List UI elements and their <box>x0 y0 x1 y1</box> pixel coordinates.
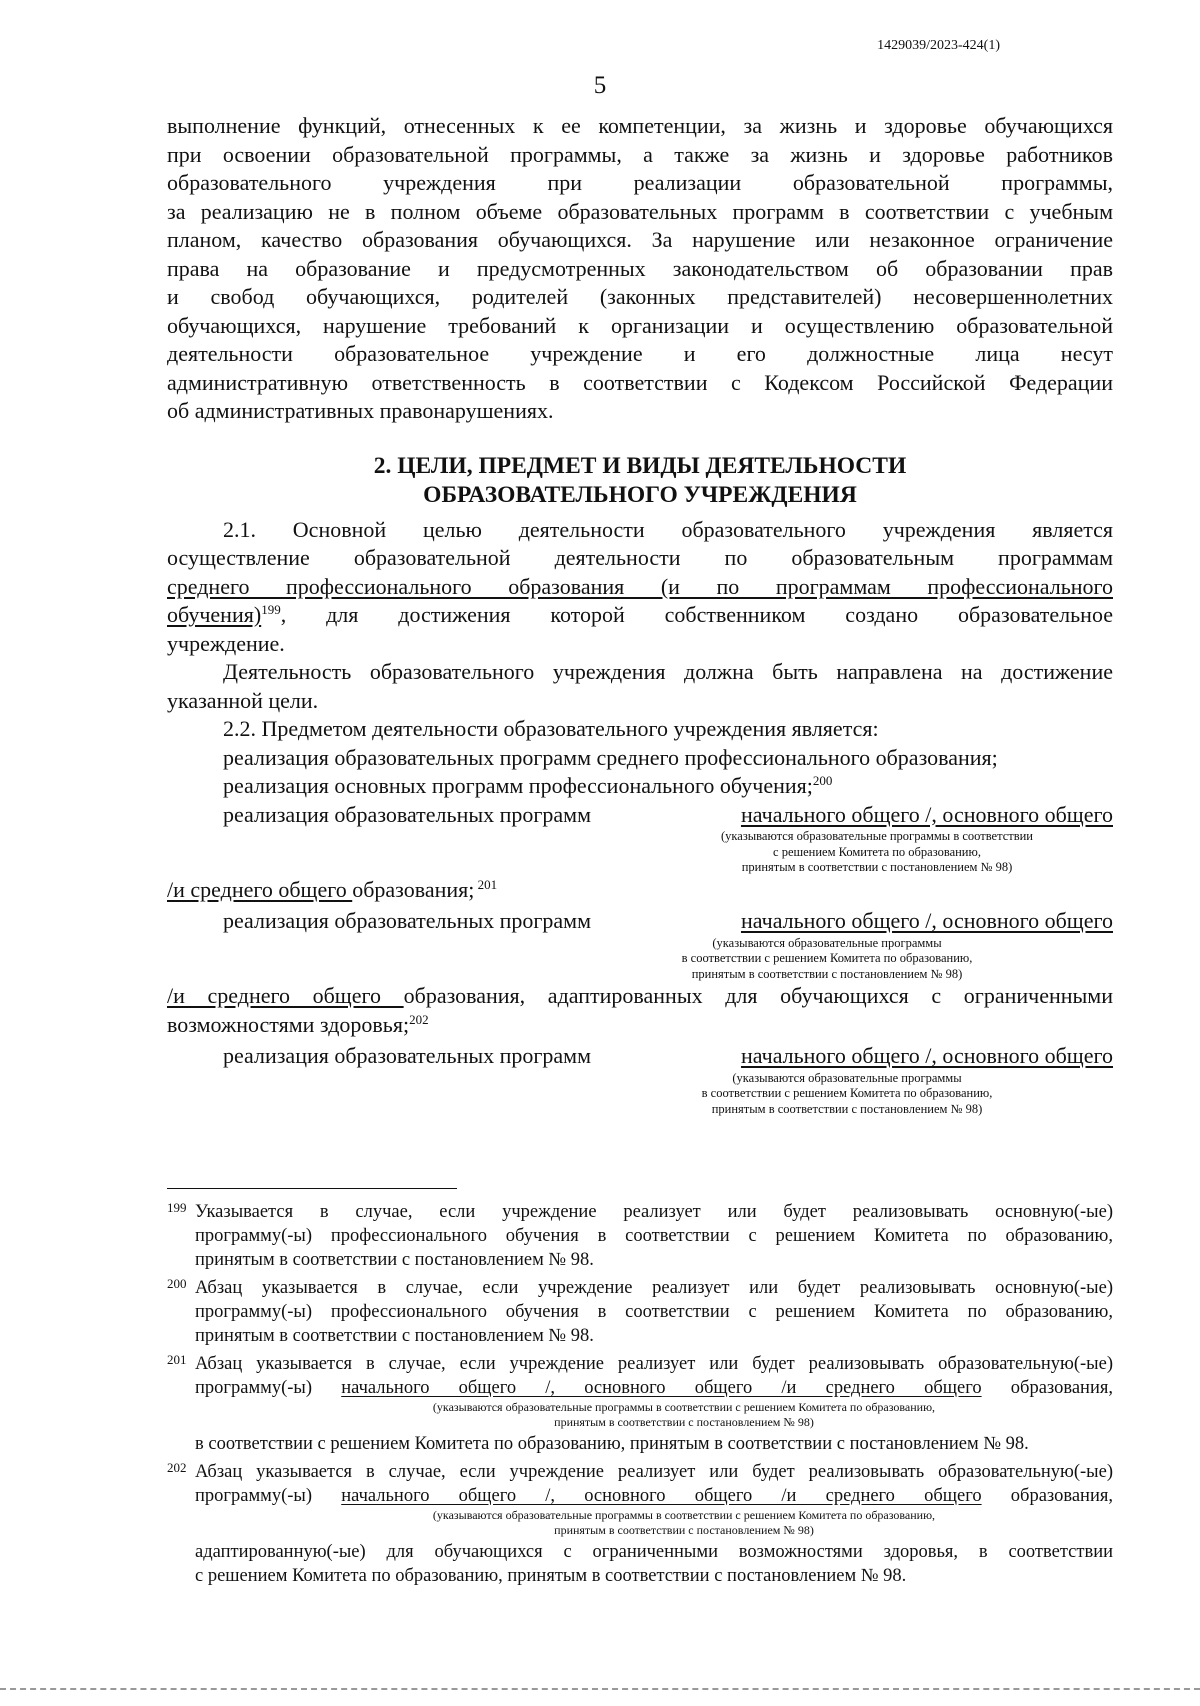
note-line: с решением Комитета по образованию, <box>773 844 981 859</box>
footnote-line: программу(-ы) профессионального обучения в соответствии с решением Комитета по образованию, <box>195 1226 1113 1246</box>
note-line: в соответствии с решением Комитета по образованию, <box>681 951 973 965</box>
text-line: планом, качество образования обучающихся. За нарушение или незаконное ограничение <box>167 227 1113 252</box>
footnote-199 <box>167 1200 1113 1272</box>
program-note <box>607 936 1047 983</box>
section-heading <box>167 452 1113 510</box>
text-line <box>167 907 1113 936</box>
program-note <box>657 829 1097 876</box>
underlined-text: начального общего /, основного общего <box>740 908 1113 933</box>
underlined-text: начального общего /, основного общего <box>740 1043 1113 1068</box>
text-line <box>167 982 1113 1011</box>
text-span: программу(-ы) <box>195 1486 342 1506</box>
text-span: образования, адаптированных для обучающихся с ограниченными <box>403 983 1113 1008</box>
text-line: указанной цели. <box>167 687 319 713</box>
text-line: осуществление образовательной деятельности по образовательным программам <box>167 545 1113 570</box>
note-line: (указываются образовательные программы в соответствии с решением Комитета по образованию, <box>432 1400 936 1414</box>
footnote-200 <box>167 1276 1113 1348</box>
footnote-separator <box>167 1188 457 1189</box>
text-line <box>167 601 1113 630</box>
footnote-line <box>195 1484 1113 1508</box>
underlined-text: обучения) <box>167 602 262 627</box>
note-line: (указываются образовательные программы <box>732 1070 962 1085</box>
text-line: права на образование и предусмотренных законодательством об образовании прав <box>167 255 1113 281</box>
text-line: 2.1. Основной целью деятельности образовательного учреждения является <box>223 516 1113 542</box>
footnote-line: Абзац указывается в случае, если учреждение реализует или будет реализовывать образовательную(-ые) <box>195 1354 1113 1374</box>
text-line <box>167 1042 1113 1071</box>
text-line: деятельности образовательное учреждение и его должностные лица несут <box>167 341 1113 366</box>
text-span: образования, <box>981 1486 1113 1506</box>
underlined-text: начального общего /, основного общего /и среднего общего <box>341 1486 982 1506</box>
footnote-ref-200[interactable]: 200 <box>812 773 833 788</box>
text-line: административную ответственность в соответствии с Кодексом Российской Федерации <box>167 369 1113 395</box>
footnote-line: Абзац указывается в случае, если учреждение реализует или будет реализовывать образовательную(-ые) <box>195 1462 1113 1482</box>
footnote-number: 201 <box>167 1352 187 1367</box>
program-note <box>627 1071 1067 1118</box>
footnote-ref-199[interactable]: 199 <box>261 602 281 617</box>
text-line <box>167 573 1113 602</box>
underlined-text: начального общего /, основного общего /и среднего общего <box>341 1378 982 1398</box>
scan-edge-line <box>0 1688 1200 1690</box>
text-line: реализация образовательных программ среднего профессионального образования; <box>223 744 998 770</box>
intro-paragraph <box>167 112 1113 426</box>
paragraph-2-2 <box>167 715 1113 801</box>
footnote-line <box>195 1376 1113 1400</box>
text-line: и свобод обучающихся, родителей (законных представителей) несовершеннолетних <box>167 284 1113 309</box>
text-line <box>167 772 1113 801</box>
text-line: об административных правонарушениях. <box>167 398 554 423</box>
footnote-line: принятым в соответствии с постановлением № 98. <box>195 1326 594 1346</box>
underlined-text: /и среднего общего <box>167 983 404 1008</box>
note-line: в соответствии с решением Комитета по образованию, <box>701 1086 993 1100</box>
footnote-line: Указывается в случае, если учреждение реализует или будет реализовывать основную(-ые) <box>195 1202 1113 1222</box>
paragraph-2-1 <box>167 516 1113 659</box>
text-span: образования, <box>981 1378 1113 1398</box>
footnote-ref-202[interactable]: 202 <box>409 1011 429 1027</box>
footnote-number: 199 <box>167 1200 187 1215</box>
note-line: принятым в соответствии с постановлением № 98) <box>711 1101 983 1116</box>
underlined-text: среднего профессионального образования (и по программам профессионального <box>167 573 1113 599</box>
section-heading-line2: ОБРАЗОВАТЕЛЬНОГО УЧРЕЖДЕНИЯ <box>423 481 857 508</box>
footnote-note <box>255 1508 1113 1538</box>
footnote-201 <box>167 1352 1113 1456</box>
text-span: реализация образовательных программ <box>223 1043 592 1068</box>
text-line: учреждение. <box>167 630 285 656</box>
text-span: реализация образовательных программ <box>223 908 592 933</box>
footnote-line: принятым в соответствии с постановлением № 98. <box>195 1250 594 1270</box>
footnote-line: программу(-ы) профессионального обучения в соответствии с решением Комитета по образованию, <box>195 1302 1113 1322</box>
footnote-line: в соответствии с решением Комитета по образованию, принятым в соответствии с постановлением № 98. <box>195 1434 1029 1454</box>
footnote-number: 202 <box>167 1460 187 1475</box>
note-line: принятым в соответствии с постановлением № 98) <box>554 1523 814 1537</box>
note-line: принятым в соответствии с постановлением № 98) <box>554 1415 814 1429</box>
text-line: при освоении образовательной программы, а также за жизнь и здоровье работников <box>167 141 1113 167</box>
document-number: 1429039/2023-424(1) <box>877 38 1000 53</box>
main-text <box>167 112 1113 1117</box>
list-item-1 <box>167 801 1113 905</box>
footnote-ref-201[interactable]: 201 <box>474 876 498 892</box>
note-line: (указываются образовательные программы в соответствии с решением Комитета по образованию, <box>432 1508 936 1522</box>
text-span: реализация образовательных программ <box>223 801 592 827</box>
text-line <box>167 801 1113 830</box>
text-span: реализация основных программ профессионального обучения; <box>223 773 813 798</box>
underlined-text: начального общего /, основного общего <box>740 801 1113 827</box>
text-line: обучающихся, нарушение требований к организации и осуществлению образовательной <box>167 312 1113 338</box>
note-line: (указываются образовательные программы в соответствии <box>721 829 1033 843</box>
text-span: , для достижения которой собственником создано образовательное <box>280 602 1113 627</box>
text-line: образовательного учреждения при реализации образовательной программы, <box>167 170 1113 195</box>
paragraph-2-1-b <box>167 658 1113 715</box>
text-line <box>167 1011 1113 1040</box>
footnote-number: 200 <box>167 1276 187 1291</box>
text-line: Деятельность образовательного учреждения должна быть направлена на достижение <box>223 659 1113 684</box>
footnote-line: адаптированную(-ые) для обучающихся с ограниченными возможностями здоровья, в соответствии <box>195 1542 1113 1562</box>
footnote-line: Абзац указывается в случае, если учреждение реализует или будет реализовывать основную(-ые) <box>195 1278 1113 1298</box>
footnote-line: с решением Комитета по образованию, принятым в соответствии с постановлением № 98. <box>195 1566 907 1586</box>
underlined-text: /и среднего общего <box>167 876 353 902</box>
text-line <box>167 876 1113 905</box>
text-line: выполнение функций, отнесенных к ее компетенции, за жизнь и здоровье обучающихся <box>167 113 1113 138</box>
footnote-202 <box>167 1460 1113 1588</box>
footnote-note <box>255 1400 1113 1430</box>
list-item-3 <box>167 1042 1113 1117</box>
page-number: 5 <box>593 72 607 99</box>
text-span: образования; <box>352 876 475 902</box>
text-line: 2.2. Предметом деятельности образовательного учреждения является: <box>223 716 879 741</box>
note-line: принятым в соответствии с постановлением № 98) <box>741 860 1013 874</box>
text-line: за реализацию не в полном объеме образовательных программ в соответствии с учебным <box>167 198 1113 224</box>
text-span: возможностями здоровья; <box>167 1011 410 1037</box>
note-line: (указываются образовательные программы <box>712 935 942 950</box>
note-line: принятым в соответствии с постановлением № 98) <box>691 966 963 981</box>
list-item-2 <box>167 907 1113 1039</box>
footnotes <box>167 1200 1113 1588</box>
section-heading-line1: 2. ЦЕЛИ, ПРЕДМЕТ И ВИДЫ ДЕЯТЕЛЬНОСТИ <box>373 452 907 479</box>
text-span: программу(-ы) <box>195 1378 342 1398</box>
